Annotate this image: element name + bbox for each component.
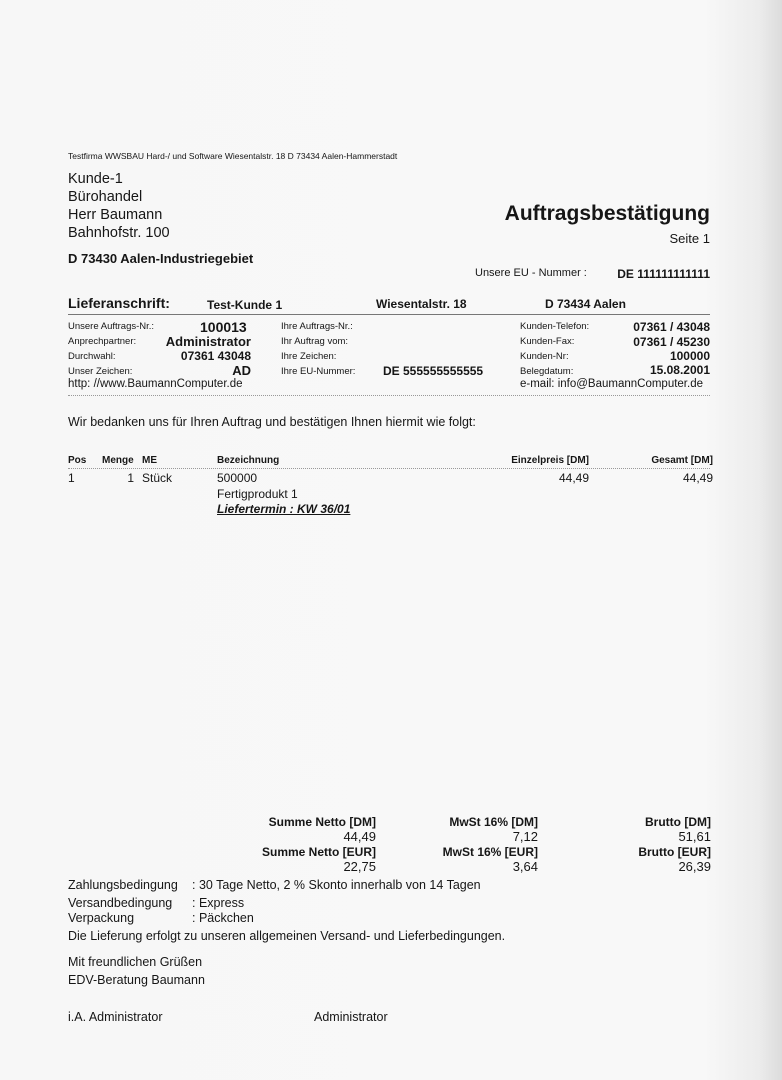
your-reference-label: Ihre Zeichen:	[281, 351, 337, 362]
divider	[68, 468, 710, 469]
shipping-terms-label: Versandbedingung	[68, 896, 173, 910]
net-total-eur-label: Summe Netto [EUR]	[261, 845, 376, 859]
col-header-pos: Pos	[68, 455, 87, 466]
recipient-line-1: Kunde-1	[68, 171, 123, 187]
recipient-line-2: Bürohandel	[68, 189, 143, 205]
your-order-date-label: Ihr Auftrag vom:	[281, 336, 349, 347]
vat-eur-label: MwSt 16% [EUR]	[442, 845, 538, 859]
customer-fax-value: 07361 / 45230	[633, 335, 710, 349]
col-header-bezeichnung: Bezeichnung	[217, 455, 280, 466]
recipient-city: D 73430 Aalen-Industriegebiet	[68, 251, 254, 266]
payment-terms-value: : 30 Tage Netto, 2 % Skonto innerhalb von 14 Tagen	[192, 878, 481, 892]
net-total-dm-value: 44,49	[343, 829, 376, 844]
vat-dm-value: 7,12	[512, 829, 538, 844]
greeting: Mit freundlichen Grüßen	[68, 955, 203, 969]
your-eu-number-label: Ihre EU-Nummer:	[281, 366, 356, 377]
page-number: Seite 1	[669, 231, 710, 246]
delivery-city: D 73434 Aalen	[545, 297, 626, 311]
gross-eur-label: Brutto [EUR]	[638, 845, 711, 859]
customer-number-label: Kunden-Nr:	[520, 351, 569, 362]
row-total: 44,49	[682, 471, 713, 485]
direct-dial-label: Durchwahl:	[68, 351, 116, 362]
packaging-value: : Päckchen	[192, 911, 254, 925]
our-reference-label: Unser Zeichen:	[68, 366, 133, 377]
customer-phone-value: 07361 / 43048	[633, 320, 710, 334]
row-article-number: 500000	[217, 471, 258, 485]
col-header-gesamt: Gesamt [DM]	[651, 455, 713, 466]
delivery-street: Wiesentalstr. 18	[376, 297, 467, 311]
delivery-address-label: Lieferanschrift:	[68, 295, 170, 311]
delivery-conditions: Die Lieferung erfolgt zu unseren allgemeinen Versand- und Lieferbedingungen.	[68, 929, 506, 943]
packaging-label: Verpackung	[68, 911, 135, 925]
eu-number-label: Unsere EU - Nummer :	[475, 267, 587, 279]
your-order-number-label: Ihre Auftrags-Nr.:	[281, 321, 353, 332]
recipient-line-4: Bahnhofstr. 100	[68, 225, 170, 241]
net-total-eur-value: 22,75	[343, 859, 376, 874]
customer-eu-number: DE 555555555555	[383, 364, 484, 378]
gross-eur-value: 26,39	[678, 859, 711, 874]
sender-line: Testfirma WWSBAU Hard-/ und Software Wiesentalstr. 18 D 73434 Aalen-Hammerstadt	[68, 151, 398, 161]
document-date-value: 15.08.2001	[649, 363, 710, 377]
divider	[68, 314, 710, 315]
website-link[interactable]: http: //www.BaumannComputer.de	[68, 378, 243, 390]
gross-dm-value: 51,61	[678, 829, 711, 844]
contact-person-value: Administrator	[165, 334, 251, 349]
document-title: Auftragsbestätigung	[504, 202, 710, 225]
customer-phone-label: Kunden-Telefon:	[520, 321, 590, 332]
direct-dial-value: 07361 43048	[180, 349, 251, 363]
intro-text: Wir bedanken uns für Ihren Auftrag und bestätigen Ihnen hiermit wie folgt:	[68, 415, 476, 429]
signature-right: Administrator	[314, 1010, 388, 1024]
recipient-line-3: Herr Baumann	[68, 207, 163, 223]
customer-number-value: 100000	[669, 349, 710, 363]
row-unit-price: 44,49	[558, 471, 589, 485]
gross-dm-label: Brutto [DM]	[645, 815, 711, 829]
payment-terms-label: Zahlungsbedingung	[68, 878, 178, 892]
row-menge: 1	[127, 471, 134, 485]
company-name: EDV-Beratung Baumann	[68, 973, 205, 987]
customer-fax-label: Kunden-Fax:	[520, 336, 575, 347]
email-link[interactable]: e-mail: info@BaumannComputer.de	[520, 378, 703, 390]
row-me: Stück	[142, 471, 173, 485]
order-number-value: 100013	[200, 319, 247, 335]
col-header-me: ME	[142, 455, 157, 466]
eu-number-value: DE 111111111111	[617, 267, 710, 281]
divider	[68, 395, 710, 396]
row-delivery-date: Liefertermin : KW 36/01	[217, 502, 351, 516]
col-header-einzelpreis: Einzelpreis [DM]	[511, 455, 589, 466]
row-article-name: Fertigprodukt 1	[217, 487, 298, 501]
row-pos: 1	[68, 471, 75, 485]
delivery-name: Test-Kunde 1	[207, 298, 283, 312]
order-number-label: Unsere Auftrags-Nr.:	[68, 321, 155, 332]
vat-eur-value: 3,64	[512, 859, 538, 874]
document-date-label: Belegdatum:	[520, 366, 574, 377]
net-total-dm-label: Summe Netto [DM]	[268, 815, 376, 829]
contact-person-label: Anprechpartner:	[68, 336, 137, 347]
col-header-menge: Menge	[102, 455, 134, 466]
signature-left: i.A. Administrator	[68, 1010, 163, 1024]
vat-dm-label: MwSt 16% [DM]	[449, 815, 538, 829]
our-reference-value: AD	[232, 363, 251, 378]
shipping-terms-value: : Express	[192, 896, 245, 910]
